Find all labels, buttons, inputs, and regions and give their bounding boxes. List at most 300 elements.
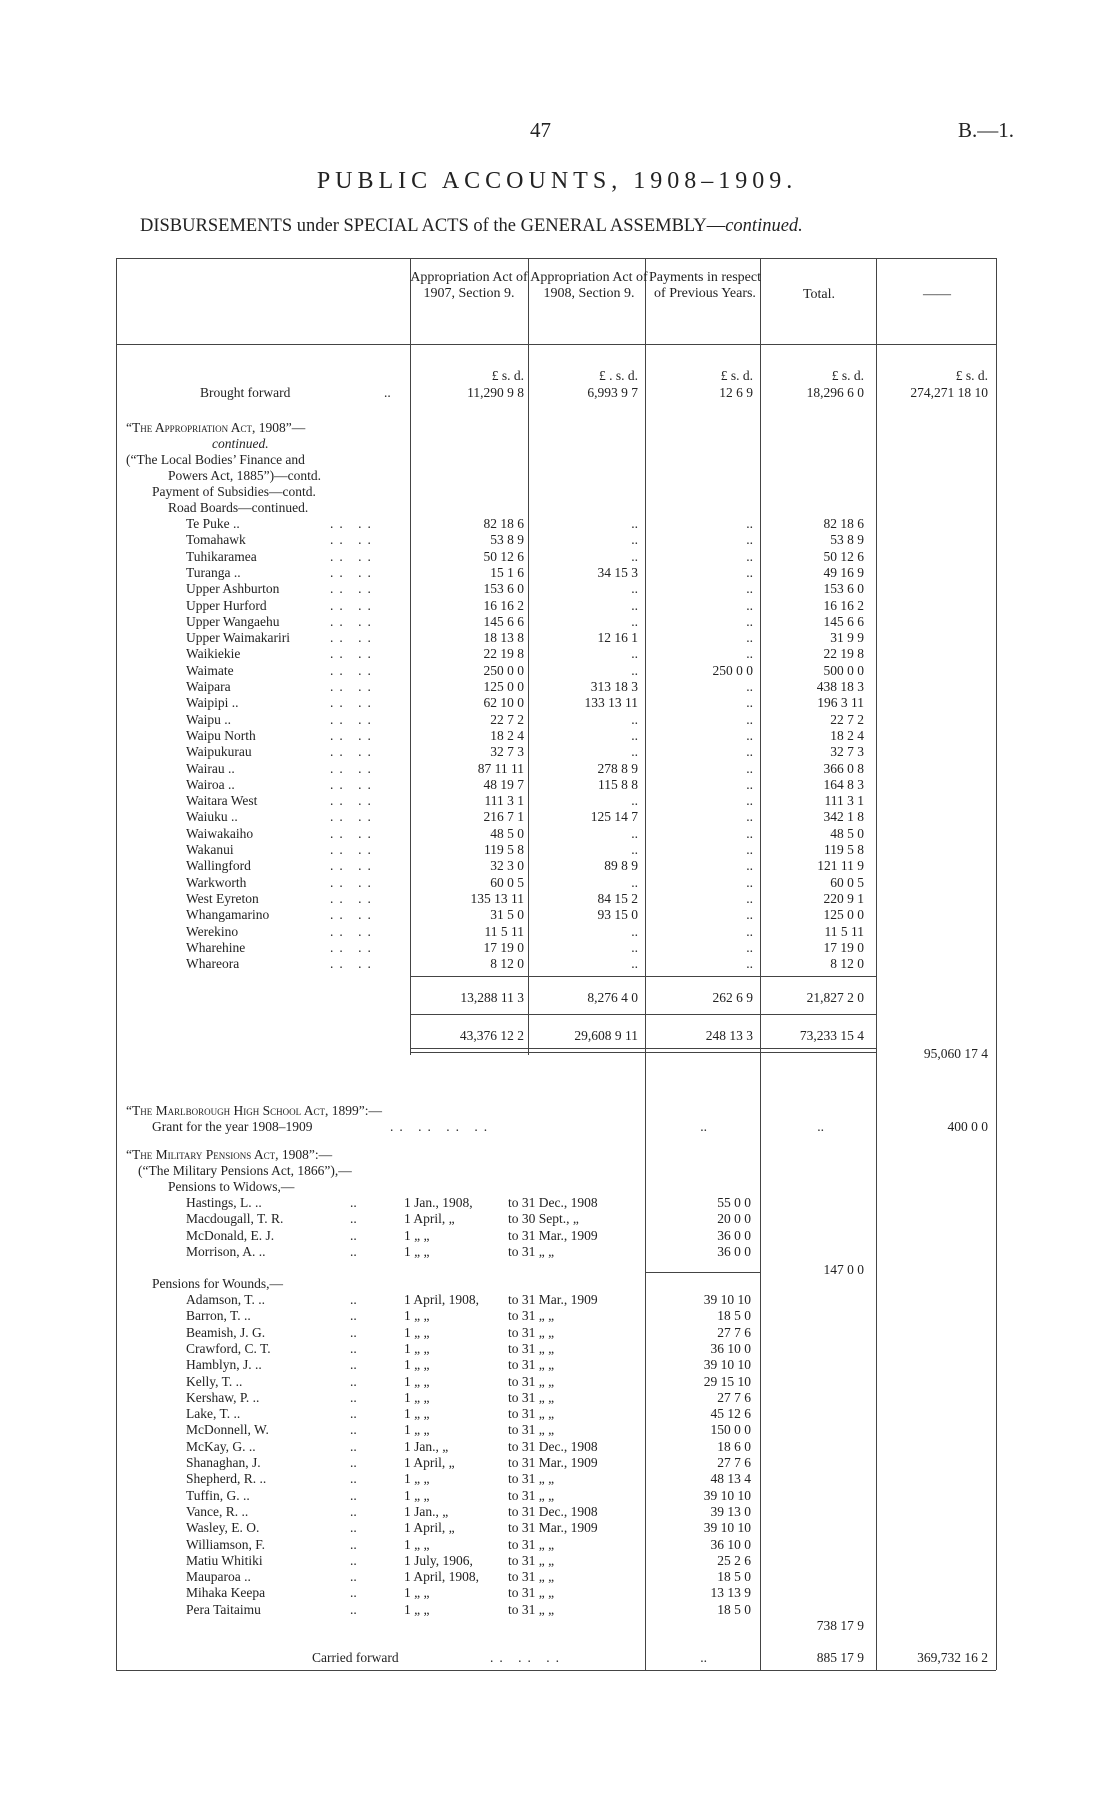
road-board-dots: .. .. — [330, 548, 377, 564]
road-board-name: Waipu .. — [186, 711, 232, 727]
pension-amount: 36 10 0 — [710, 1340, 751, 1356]
road-board-dots: .. .. — [330, 581, 377, 597]
marlborough-heading: “The Marlborough High School Act, 1899”:— — [126, 1103, 382, 1118]
pensioner-dots: .. — [350, 1389, 357, 1405]
pension-to: to 31 „ „ — [508, 1536, 555, 1552]
road-board-dots: .. .. — [330, 695, 377, 711]
pension-from: 1 „ „ — [404, 1227, 430, 1243]
pension-from: 1 Jan., 1908, — [404, 1195, 473, 1210]
pensioner-dots: .. — [350, 1406, 357, 1422]
wounds-label: Pensions for Wounds,— — [152, 1276, 284, 1291]
road-board-name: Wairau .. — [186, 760, 235, 776]
subtitle-main: DISBURSEMENTS under SPECIAL ACTS of the GENERAL ASSEMBLY— — [140, 216, 726, 236]
road-board-previous: .. — [746, 907, 753, 923]
road-board-previous: .. — [746, 956, 753, 972]
road-board-dots: .. .. — [330, 907, 377, 923]
currency-head-1907: £ s. d. — [491, 368, 524, 383]
road-board-name: Upper Hurford — [186, 597, 267, 613]
road-board-name: Wallingford — [186, 858, 251, 874]
pensioner-dots: .. — [350, 1422, 357, 1438]
road-board-name: Wakanui — [186, 842, 234, 857]
road-board-1907: 87 11 11 — [477, 760, 524, 776]
pensioner-dots: .. — [350, 1211, 357, 1227]
road-board-total: 220 9 1 — [823, 890, 864, 906]
pension-to: to 31 „ „ — [508, 1324, 555, 1340]
road-board-dots: .. .. — [330, 776, 377, 792]
road-board-total: 31 9 9 — [830, 630, 864, 646]
pension-to: to 31 „ „ — [508, 1373, 555, 1389]
road-board-name: West Eyreton — [186, 890, 259, 906]
pensioner-name: Mauparoa .. — [186, 1569, 251, 1585]
road-board-name: Waiwakaiho — [186, 825, 254, 841]
road-board-1908: 12 16 1 — [597, 630, 638, 646]
road-board-previous: .. — [746, 630, 753, 646]
road-board-1907: 22 7 2 — [490, 711, 524, 727]
road-board-dots: .. .. — [330, 727, 377, 743]
pension-from: 1 „ „ — [404, 1487, 430, 1503]
road-board-total: 82 18 6 — [823, 516, 864, 531]
road-board-1908: 133 13 11 — [584, 695, 638, 711]
road-board-1907: 32 3 0 — [490, 858, 524, 874]
road-board-previous: .. — [746, 842, 753, 857]
wounds-total: 738 17 9 — [816, 1618, 864, 1633]
col-head-1907: Appropriation Act of 1907, Section 9. — [410, 270, 528, 301]
road-board-name: Waitara West — [186, 793, 258, 809]
pension-amount: 27 7 6 — [717, 1324, 751, 1340]
pension-to: to 31 „ „ — [508, 1406, 555, 1422]
pensioner-dots: .. — [350, 1520, 357, 1536]
pension-from: 1 „ „ — [404, 1373, 430, 1389]
pension-to: to 31 „ „ — [508, 1585, 555, 1601]
pensioner-name: Barron, T. .. — [186, 1308, 251, 1324]
subtotal2-1908: 29,608 9 11 — [574, 1028, 638, 1043]
page-number: 47 — [530, 118, 551, 142]
pension-to: to 30 Sept., „ — [508, 1211, 579, 1227]
road-board-total: 18 2 4 — [830, 727, 864, 743]
pension-amount: 45 12 6 — [710, 1406, 751, 1422]
road-board-total: 121 11 9 — [817, 858, 864, 874]
road-board-dots: .. .. — [330, 630, 377, 646]
act-heading-line5: Payment of Subsidies—contd. — [152, 484, 316, 499]
road-board-dots: .. .. — [330, 711, 377, 727]
carried-forward-label: Carried forward — [312, 1650, 399, 1665]
road-board-previous: .. — [746, 825, 753, 841]
road-board-dots: .. .. — [330, 597, 377, 613]
road-board-1907: 8 12 0 — [490, 956, 524, 972]
pensioner-name: McDonnell, W. — [186, 1422, 269, 1438]
subtotal2-rule-double — [410, 1052, 876, 1053]
pensioner-dots: .. — [350, 1308, 357, 1324]
act-heading-line6: Road Boards—continued. — [168, 500, 309, 515]
road-board-1908: .. — [631, 727, 638, 743]
pension-from: 1 Jan., „ — [404, 1503, 449, 1519]
road-board-previous: .. — [746, 939, 753, 955]
military-sub1: (“The Military Pensions Act, 1866”),— — [138, 1163, 352, 1178]
currency-head-total: £ s. d. — [831, 368, 864, 383]
road-board-name: Upper Waimakariri — [186, 630, 290, 646]
road-board-total: 22 7 2 — [830, 711, 864, 727]
road-board-1908: 89 8 9 — [604, 858, 638, 874]
pension-amount: 36 0 0 — [717, 1243, 751, 1259]
col-head-total: Total. — [802, 287, 836, 302]
road-board-total: 11 5 11 — [824, 923, 864, 939]
pension-amount: 39 10 10 — [703, 1487, 751, 1503]
pension-to: to 31 „ „ — [508, 1601, 555, 1617]
table-top-rule — [116, 258, 996, 259]
road-board-total: 119 5 8 — [824, 842, 864, 857]
road-board-dots: .. .. — [330, 760, 377, 776]
pension-amount: 18 6 0 — [717, 1438, 751, 1454]
road-board-dots: .. .. — [330, 613, 377, 629]
pension-from: 1 „ „ — [404, 1471, 430, 1487]
road-board-1908: .. — [631, 874, 638, 890]
road-board-1907: 119 5 8 — [484, 842, 524, 857]
pension-amount: 36 0 0 — [717, 1227, 751, 1243]
header-bottom-rule — [116, 344, 996, 345]
road-board-1907: 53 8 9 — [490, 532, 524, 548]
road-board-total: 17 19 0 — [823, 939, 864, 955]
road-board-name: Waipukurau — [186, 744, 252, 760]
road-board-1908: .. — [631, 711, 638, 727]
carried-forward-dots: .. .. .. — [490, 1650, 565, 1665]
road-board-name: Tomahawk — [186, 532, 246, 548]
road-board-previous: .. — [746, 760, 753, 776]
pension-amount: 27 7 6 — [717, 1389, 751, 1405]
pension-amount: 39 10 10 — [703, 1292, 751, 1307]
pensioner-name: Kelly, T. .. — [186, 1373, 243, 1389]
road-board-dots: .. .. — [330, 825, 377, 841]
pension-from: 1 „ „ — [404, 1585, 430, 1601]
road-board-dots: .. .. — [330, 662, 377, 678]
road-board-previous: .. — [746, 646, 753, 662]
road-board-1907: 50 12 6 — [483, 548, 524, 564]
road-board-total: 145 6 6 — [823, 613, 864, 629]
road-board-previous: .. — [746, 793, 753, 809]
road-board-dots: .. .. — [330, 890, 377, 906]
road-board-name: Waipara — [186, 679, 231, 694]
pension-to: to 31 Dec., 1908 — [508, 1195, 598, 1210]
carried-forward-total: 885 17 9 — [816, 1650, 864, 1665]
road-board-1908: .. — [631, 793, 638, 809]
pension-to: to 31 Mar., 1909 — [508, 1520, 598, 1536]
page-title: PUBLIC ACCOUNTS, 1908–1909. — [316, 168, 798, 194]
pensioner-dots: .. — [350, 1552, 357, 1568]
pensioner-name: Macdougall, T. R. — [186, 1211, 284, 1227]
road-board-dots: .. .. — [330, 858, 377, 874]
pensioner-dots: .. — [350, 1471, 357, 1487]
pension-amount: 150 0 0 — [710, 1422, 751, 1438]
road-board-previous: .. — [746, 548, 753, 564]
pensioner-dots: .. — [350, 1438, 357, 1454]
road-board-previous: .. — [746, 858, 753, 874]
currency-head-previous: £ s. d. — [720, 368, 753, 383]
pension-from: 1 April, 1908, — [404, 1292, 480, 1307]
currency-head-1908: £ . s. d. — [598, 368, 638, 383]
road-board-dots: .. .. — [330, 793, 377, 809]
road-board-name: Waiuku .. — [186, 809, 238, 825]
pensioner-name: Matiu Whitiki — [186, 1552, 263, 1568]
road-board-1907: 48 19 7 — [483, 776, 524, 792]
road-board-name: Whangamarino — [186, 907, 270, 923]
road-board-previous: .. — [746, 890, 753, 906]
road-board-previous: .. — [746, 874, 753, 890]
widows-total: 147 0 0 — [823, 1262, 864, 1277]
road-board-dots: .. .. — [330, 646, 377, 662]
road-board-total: 22 19 8 — [823, 646, 864, 662]
marlborough-total: .. — [817, 1119, 824, 1134]
pension-to: to 31 „ „ — [508, 1569, 555, 1585]
pension-amount: 25 2 6 — [717, 1552, 751, 1568]
road-board-1907: 135 13 11 — [470, 890, 524, 906]
road-board-name: Wharehine — [186, 939, 246, 955]
road-board-previous: .. — [746, 516, 753, 531]
road-board-1907: 32 7 3 — [490, 744, 524, 760]
pension-from: 1 „ „ — [404, 1601, 430, 1617]
road-board-previous: .. — [746, 695, 753, 711]
road-board-dots: .. .. — [330, 532, 377, 548]
road-board-name: Whareora — [186, 956, 240, 972]
pensioner-dots: .. — [350, 1243, 357, 1259]
pensioner-dots: .. — [350, 1195, 357, 1210]
road-board-1908: .. — [631, 581, 638, 597]
pensioner-dots: .. — [350, 1536, 357, 1552]
subtitle-continued: continued. — [725, 216, 803, 236]
road-board-1908: 278 8 9 — [597, 760, 638, 776]
road-board-1908: .. — [631, 662, 638, 678]
road-board-total: 196 3 11 — [817, 695, 864, 711]
road-board-previous: .. — [746, 809, 753, 825]
act-heading-line4: Powers Act, 1885”)—contd. — [168, 468, 321, 483]
pension-amount: 18 5 0 — [717, 1569, 751, 1585]
road-board-name: Tuhikaramea — [186, 548, 257, 564]
road-board-1907: 18 13 8 — [483, 630, 524, 646]
road-board-dots: .. .. — [330, 842, 377, 857]
pension-to: to 31 „ „ — [508, 1552, 555, 1568]
pension-to: to 31 Mar., 1909 — [508, 1292, 598, 1307]
road-board-1907: 111 3 1 — [484, 793, 524, 809]
pension-from: 1 „ „ — [404, 1324, 430, 1340]
pension-to: to 31 „ „ — [508, 1357, 555, 1373]
marlborough-leader-dots: .. .. .. .. — [390, 1119, 494, 1134]
act-heading-line2: continued. — [212, 436, 269, 451]
road-board-1908: .. — [631, 825, 638, 841]
pensioner-name: Crawford, C. T. — [186, 1340, 271, 1356]
marlborough-grant-label: Grant for the year 1908–1909 — [152, 1119, 313, 1134]
pensioner-dots: .. — [350, 1455, 357, 1470]
road-board-name: Te Puke .. — [186, 516, 240, 531]
table-left-rule — [116, 258, 117, 1670]
act-heading-line3: (“The Local Bodies’ Finance and — [126, 452, 305, 467]
road-board-1908: .. — [631, 939, 638, 955]
road-board-1907: 62 10 0 — [483, 695, 524, 711]
pension-to: to 31 Mar., 1909 — [508, 1227, 598, 1243]
road-board-name: Waimate — [186, 662, 234, 678]
road-board-name: Turanga .. — [186, 564, 241, 580]
col-head-1908: Appropriation Act of 1908, Section 9. — [530, 270, 648, 301]
page-reference: B.—1. — [958, 118, 1015, 142]
pensioner-name: Beamish, J. G. — [186, 1324, 266, 1340]
road-board-1907: 16 16 2 — [483, 597, 524, 613]
pension-from: 1 „ „ — [404, 1243, 430, 1259]
road-board-1908: .. — [631, 842, 638, 857]
pension-amount: 39 13 0 — [710, 1503, 751, 1519]
road-board-dots: .. .. — [330, 679, 377, 694]
pension-to: to 31 Dec., 1908 — [508, 1438, 598, 1454]
road-board-total: 500 0 0 — [823, 662, 864, 678]
pension-amount: 20 0 0 — [717, 1211, 751, 1227]
road-board-previous: .. — [746, 581, 753, 597]
road-board-1908: .. — [631, 548, 638, 564]
road-board-name: Wairoa .. — [186, 776, 235, 792]
pension-to: to 31 „ „ — [508, 1487, 555, 1503]
road-board-1908: 313 18 3 — [590, 679, 638, 694]
road-board-previous: .. — [746, 727, 753, 743]
pensioner-dots: .. — [350, 1292, 357, 1307]
road-board-1908: 115 8 8 — [598, 776, 638, 792]
road-board-total: 153 6 0 — [823, 581, 864, 597]
road-board-dots: .. .. — [330, 874, 377, 890]
road-board-1907: 125 0 0 — [483, 679, 524, 694]
brought-forward-total: 18,296 6 0 — [806, 385, 864, 400]
pension-to: to 31 Mar., 1909 — [508, 1455, 598, 1470]
road-board-previous: 250 0 0 — [712, 662, 753, 678]
col-head-blank: —— — [923, 287, 951, 302]
pension-to: to 31 „ „ — [508, 1422, 555, 1438]
road-board-name: Upper Wangaehu — [186, 613, 280, 629]
road-board-1907: 48 5 0 — [490, 825, 524, 841]
road-board-name: Warkworth — [186, 874, 247, 890]
pensioner-dots: .. — [350, 1601, 357, 1617]
road-board-total: 342 1 8 — [823, 809, 864, 825]
road-board-1907: 82 18 6 — [483, 516, 524, 531]
road-board-name: Upper Ashburton — [186, 581, 280, 597]
pension-to: to 31 Dec., 1908 — [508, 1503, 598, 1519]
road-board-1908: .. — [631, 744, 638, 760]
road-board-1908: 34 15 3 — [597, 564, 638, 580]
pensioner-dots: .. — [350, 1357, 357, 1373]
pension-amount: 55 0 0 — [717, 1195, 751, 1210]
road-board-total: 53 8 9 — [830, 532, 864, 548]
pension-from: 1 July, 1906, — [404, 1552, 473, 1568]
pensioner-dots: .. — [350, 1585, 357, 1601]
road-board-1908: 125 14 7 — [590, 809, 638, 825]
road-board-1908: .. — [631, 532, 638, 548]
pension-amount: 48 13 4 — [710, 1471, 751, 1487]
road-board-total: 48 5 0 — [830, 825, 864, 841]
pension-from: 1 „ „ — [404, 1340, 430, 1356]
pensioner-name: Wasley, E. O. — [186, 1520, 260, 1536]
pension-from: 1 „ „ — [404, 1536, 430, 1552]
road-board-dots: .. .. — [330, 923, 377, 939]
pension-amount: 39 10 10 — [703, 1520, 751, 1536]
pensioner-dots: .. — [350, 1373, 357, 1389]
table-bottom-rule — [116, 1670, 996, 1671]
pensioner-dots: .. — [350, 1340, 357, 1356]
pensioner-dots: .. — [350, 1503, 357, 1519]
pensioner-name: Shepherd, R. .. — [186, 1471, 267, 1487]
pensioner-dots: .. — [350, 1487, 357, 1503]
road-board-1907: 11 5 11 — [484, 923, 524, 939]
road-board-1908: .. — [631, 597, 638, 613]
pensioner-name: Kershaw, P. .. — [186, 1389, 260, 1405]
road-board-total: 8 12 0 — [830, 956, 864, 972]
marlborough-previous: .. — [700, 1119, 707, 1134]
pensioner-name: Hamblyn, J. .. — [186, 1357, 262, 1373]
pensioner-name: Hastings, L. .. — [186, 1195, 262, 1210]
pension-amount: 18 5 0 — [717, 1601, 751, 1617]
military-heading: “The Military Pensions Act, 1908”:— — [126, 1147, 333, 1162]
pensioner-name: McKay, G. .. — [186, 1438, 256, 1454]
pension-to: to 31 „ „ — [508, 1308, 555, 1324]
road-board-1908: .. — [631, 956, 638, 972]
pensioner-name: Tuffin, G. .. — [186, 1487, 250, 1503]
road-board-total: 16 16 2 — [823, 597, 864, 613]
road-board-1908: .. — [631, 646, 638, 662]
road-board-1907: 250 0 0 — [483, 662, 524, 678]
road-board-name: Waipu North — [186, 727, 256, 743]
widows-sum-rule — [645, 1272, 760, 1273]
road-board-1908: 84 15 2 — [597, 890, 638, 906]
col-rule-1908 — [528, 258, 529, 1055]
carried-forward-previous: .. — [700, 1650, 707, 1665]
widows-label: Pensions to Widows,— — [168, 1179, 295, 1194]
road-board-dots: .. .. — [330, 939, 377, 955]
pensioner-name: Shanaghan, J. — [186, 1455, 261, 1470]
pension-amount: 13 13 9 — [710, 1585, 751, 1601]
road-board-previous: .. — [746, 597, 753, 613]
pensioner-name: Vance, R. .. — [186, 1503, 249, 1519]
road-board-name: Werekino — [186, 923, 239, 939]
road-board-name: Waikiekie — [186, 646, 241, 662]
pension-to: to 31 „ „ — [508, 1340, 555, 1356]
pension-amount: 29 15 10 — [703, 1373, 751, 1389]
subtotal1-total: 21,827 2 0 — [806, 990, 864, 1005]
col-head-previous: Payments in respect of Previous Years. — [649, 270, 761, 301]
pension-amount: 39 10 10 — [703, 1357, 751, 1373]
pension-amount: 27 7 6 — [717, 1455, 751, 1470]
pension-from: 1 April, „ — [404, 1211, 455, 1227]
road-board-previous: .. — [746, 744, 753, 760]
pensioner-name: Lake, T. .. — [186, 1406, 241, 1422]
brought-forward-previous: 12 6 9 — [719, 385, 753, 400]
road-board-total: 49 16 9 — [823, 564, 864, 580]
table-right-rule — [996, 258, 997, 1670]
road-board-1908: .. — [631, 613, 638, 629]
pension-from: 1 „ „ — [404, 1308, 430, 1324]
road-board-previous: .. — [746, 711, 753, 727]
subtotal1-1907: 13,288 11 3 — [460, 990, 524, 1005]
pensioner-dots: .. — [350, 1227, 357, 1243]
pensioner-dots: .. — [350, 1324, 357, 1340]
road-board-1908: .. — [631, 923, 638, 939]
subtotal2-1907: 43,376 12 2 — [459, 1028, 524, 1043]
brought-forward-label: Brought forward — [200, 385, 291, 400]
pensioner-name: Morrison, A. .. — [186, 1243, 266, 1259]
marlborough-amount: 400 0 0 — [947, 1119, 988, 1134]
road-board-previous: .. — [746, 532, 753, 548]
road-board-total: 50 12 6 — [823, 548, 864, 564]
pensioner-name: Williamson, F. — [186, 1536, 266, 1552]
brought-forward-dots: .. — [384, 385, 391, 400]
road-board-1907: 145 6 6 — [483, 613, 524, 629]
pension-to: to 31 „ „ — [508, 1389, 555, 1405]
subtotal1-previous: 262 6 9 — [712, 990, 753, 1005]
pensioner-name: McDonald, E. J. — [186, 1227, 275, 1243]
pension-from: 1 April, „ — [404, 1520, 455, 1536]
road-board-1907: 153 6 0 — [483, 581, 524, 597]
page-subtitle — [140, 216, 803, 237]
road-board-dots: .. .. — [330, 809, 377, 825]
